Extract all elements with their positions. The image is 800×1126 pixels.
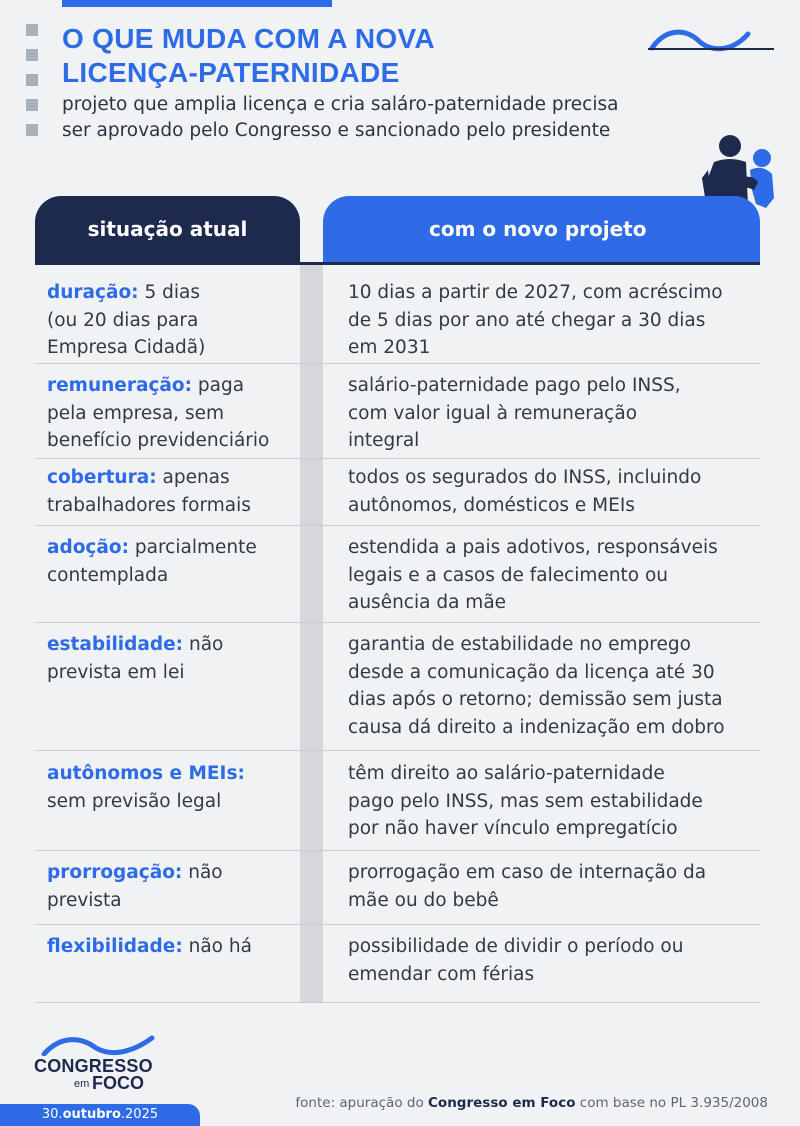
date-month: outubro <box>62 1107 121 1122</box>
current-text: apenas <box>162 467 230 488</box>
brand-word-em: em <box>74 1078 90 1090</box>
source-suffix: com base no PL 3.935/2008 <box>575 1095 768 1111</box>
header-new-label: com o novo projeto <box>429 217 647 241</box>
table-row <box>35 364 760 459</box>
row-label: remuneração: <box>47 375 193 396</box>
row-label: duração: <box>47 282 139 303</box>
new-cell <box>348 631 758 741</box>
new-cell <box>348 534 758 617</box>
table-row <box>35 526 760 623</box>
table-row <box>35 751 760 851</box>
row-label: estabilidade: <box>47 634 184 655</box>
current-cell <box>47 760 302 815</box>
row-label: flexibilidade: <box>47 936 183 957</box>
table-row <box>35 925 760 1003</box>
new-text: estendida a pais adotivos, responsáveis <box>348 537 718 558</box>
current-cell <box>47 534 302 589</box>
new-text: causa dá direito a indenização em dobro <box>348 716 725 738</box>
header-current-situation <box>35 196 300 262</box>
row-label: autônomos e MEIs: <box>47 763 245 784</box>
header-new-project <box>323 196 760 262</box>
new-text: autônomos, domésticos e MEIs <box>348 494 635 516</box>
new-cell <box>348 464 758 519</box>
brand-wave-logo-icon <box>648 22 774 52</box>
table-row <box>35 459 760 526</box>
current-text: contemplada <box>47 564 169 586</box>
table-row <box>35 623 760 751</box>
current-text: sem previsão legal <box>47 790 222 812</box>
page-title <box>62 22 435 90</box>
new-text: com valor igual à remuneração <box>348 402 638 424</box>
top-accent-bar <box>62 0 332 7</box>
current-cell <box>47 933 302 961</box>
current-text: parcialmente <box>134 537 257 558</box>
brand-logo <box>34 1034 164 1094</box>
subtitle-line-2: ser aprovado pelo Congresso e sancionado pelo presidente <box>62 120 611 141</box>
new-cell <box>348 933 758 988</box>
new-text: de 5 dias por ano até chegar a 30 dias <box>348 309 706 331</box>
row-label: adoção: <box>47 537 129 558</box>
brand-wave-logo-icon <box>40 1034 160 1056</box>
publication-date <box>0 1104 200 1126</box>
new-text: salário-paternidade pago pelo INSS, <box>348 375 681 396</box>
new-text: em 2031 <box>348 337 431 358</box>
new-text: legais e a casos de falecimento ou <box>348 564 669 586</box>
current-text: não <box>188 862 223 883</box>
source-note <box>295 1095 768 1111</box>
new-text: integral <box>348 430 420 451</box>
source-prefix: fonte: apuração do <box>295 1095 429 1111</box>
new-text: têm direito ao salário-paternidade <box>348 763 665 784</box>
new-text: por não haver vínculo empregatício <box>348 818 678 839</box>
title-line-2: LICENÇA-PATERNIDADE <box>62 57 400 88</box>
new-cell <box>348 279 758 362</box>
new-text: todos os segurados do INSS, incluindo <box>348 467 702 488</box>
current-text: 5 dias <box>144 282 200 303</box>
new-text: prorrogação em caso de internação da <box>348 862 707 883</box>
row-label: prorrogação: <box>47 862 183 883</box>
current-cell <box>47 859 302 914</box>
current-text: não há <box>188 936 252 957</box>
new-text: pago pelo INSS, mas sem estabilidade <box>348 790 703 812</box>
new-cell <box>348 760 758 843</box>
new-text: mãe ou do bebê <box>348 889 499 911</box>
page-subtitle <box>62 92 712 144</box>
current-cell <box>47 631 302 686</box>
new-text: dias após o retorno; demissão sem justa <box>348 689 723 710</box>
title-line-1: O QUE MUDA COM A NOVA <box>62 23 435 54</box>
new-cell <box>348 372 758 455</box>
brand-word-congresso: CONGRESSO <box>34 1056 153 1076</box>
current-text: (ou 20 dias para <box>47 309 199 331</box>
new-text: garantia de estabilidade no emprego <box>348 634 691 655</box>
current-text: prevista <box>47 889 122 911</box>
date-day: 30. <box>41 1107 63 1122</box>
new-text: ausência da mãe <box>348 592 507 613</box>
table-row <box>35 851 760 925</box>
decorative-squares <box>26 24 40 149</box>
current-text: paga <box>197 375 245 396</box>
current-text: benefício previdenciário <box>47 430 270 451</box>
current-cell <box>47 279 302 362</box>
new-text: emendar com férias <box>348 963 535 985</box>
current-text: pela empresa, sem <box>47 402 224 424</box>
current-text: trabalhadores formais <box>47 494 251 516</box>
current-cell <box>47 464 302 519</box>
brand-word-foco: FOCO <box>92 1073 144 1093</box>
new-text: possibilidade de dividir o período ou <box>348 936 684 957</box>
current-text: Empresa Cidadã) <box>47 337 206 358</box>
new-cell <box>348 859 758 914</box>
current-text: prevista em lei <box>47 661 185 683</box>
header-current-label: situação atual <box>87 217 248 241</box>
subtitle-line-1: projeto que amplia licença e cria saláro-paternidade precisa <box>62 94 619 115</box>
new-text: 10 dias a partir de 2027, com acréscimo <box>348 282 723 303</box>
new-text: desde a comunicação da licença até 30 <box>348 661 715 683</box>
table-row <box>35 265 760 364</box>
source-brand: Congresso em Foco <box>428 1095 576 1111</box>
row-divider <box>35 1002 760 1003</box>
row-label: cobertura: <box>47 467 157 488</box>
date-year: .2025 <box>120 1107 159 1122</box>
current-text: não <box>188 634 224 655</box>
current-cell <box>47 372 302 455</box>
